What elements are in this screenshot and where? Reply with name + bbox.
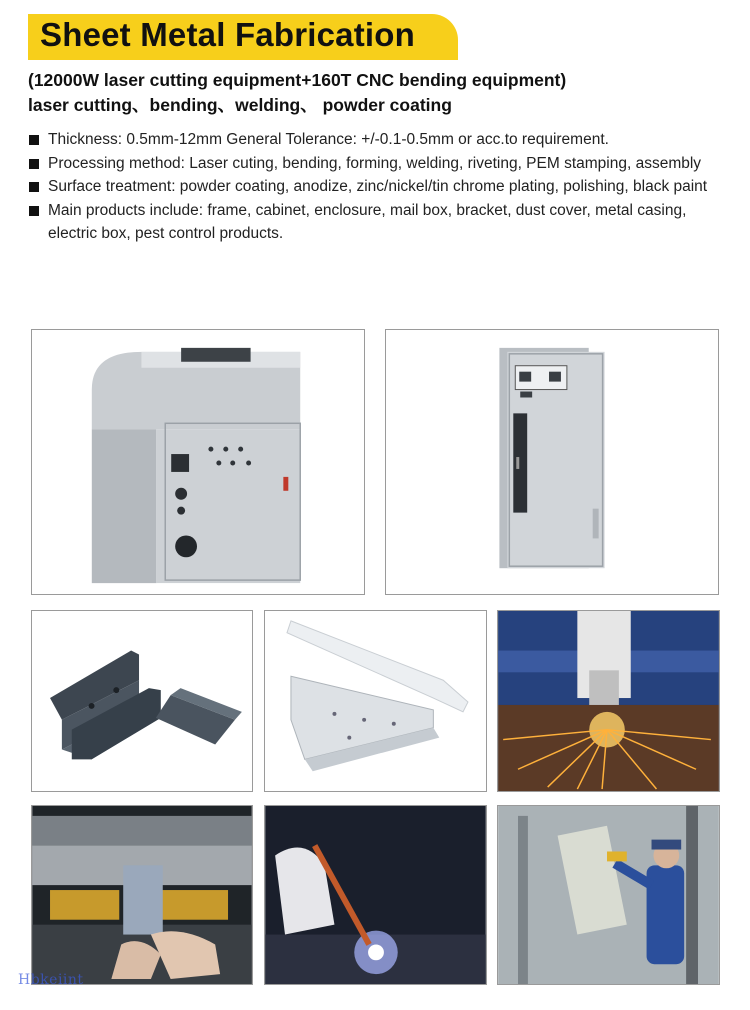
grey-enclosure-photo — [31, 329, 365, 595]
black-brackets-photo — [31, 610, 253, 792]
bullet-square-icon — [29, 135, 39, 145]
bullet-square-icon — [29, 182, 39, 192]
spec-text: Main products include: frame, cabinet, enclosure, mail box, bracket, dust cover, metal casing, electric box, pest control products. — [48, 201, 687, 242]
powder-coating-photo — [497, 805, 720, 985]
subtitle — [28, 68, 566, 118]
spec-item-thickness — [28, 128, 733, 151]
press-brake-bending-photo — [31, 805, 253, 985]
welding-photo — [264, 805, 487, 985]
spec-text: Surface treatment: powder coating, anodize, zinc/nickel/tin chrome plating, polishing, black paint — [48, 178, 708, 195]
laser-cutting-photo — [497, 610, 720, 792]
white-cover-photo — [264, 610, 487, 792]
subtitle-line-processes: laser cutting、bending、welding、 powder coating — [28, 95, 452, 115]
bullet-square-icon — [29, 159, 39, 169]
spec-list — [28, 128, 733, 245]
watermark: Hbkeiint — [18, 972, 84, 988]
spec-text: Processing method: Laser cuting, bending, forming, welding, riveting, PEM stamping, assembly — [48, 154, 702, 172]
spec-text: Thickness: 0.5mm-12mm General Tolerance: +/-0.1-0.5mm or acc.to requirement. — [48, 131, 609, 148]
spec-item-surface — [28, 175, 733, 198]
bullet-square-icon — [29, 206, 39, 216]
tall-cabinet-photo — [385, 329, 719, 595]
subtitle-line-equipment: (12000W laser cutting equipment+160T CNC bending equipment) — [28, 70, 567, 90]
spec-item-products — [28, 199, 733, 245]
spec-item-processing — [28, 152, 733, 175]
page-title: Sheet Metal Fabrication — [40, 16, 416, 53]
